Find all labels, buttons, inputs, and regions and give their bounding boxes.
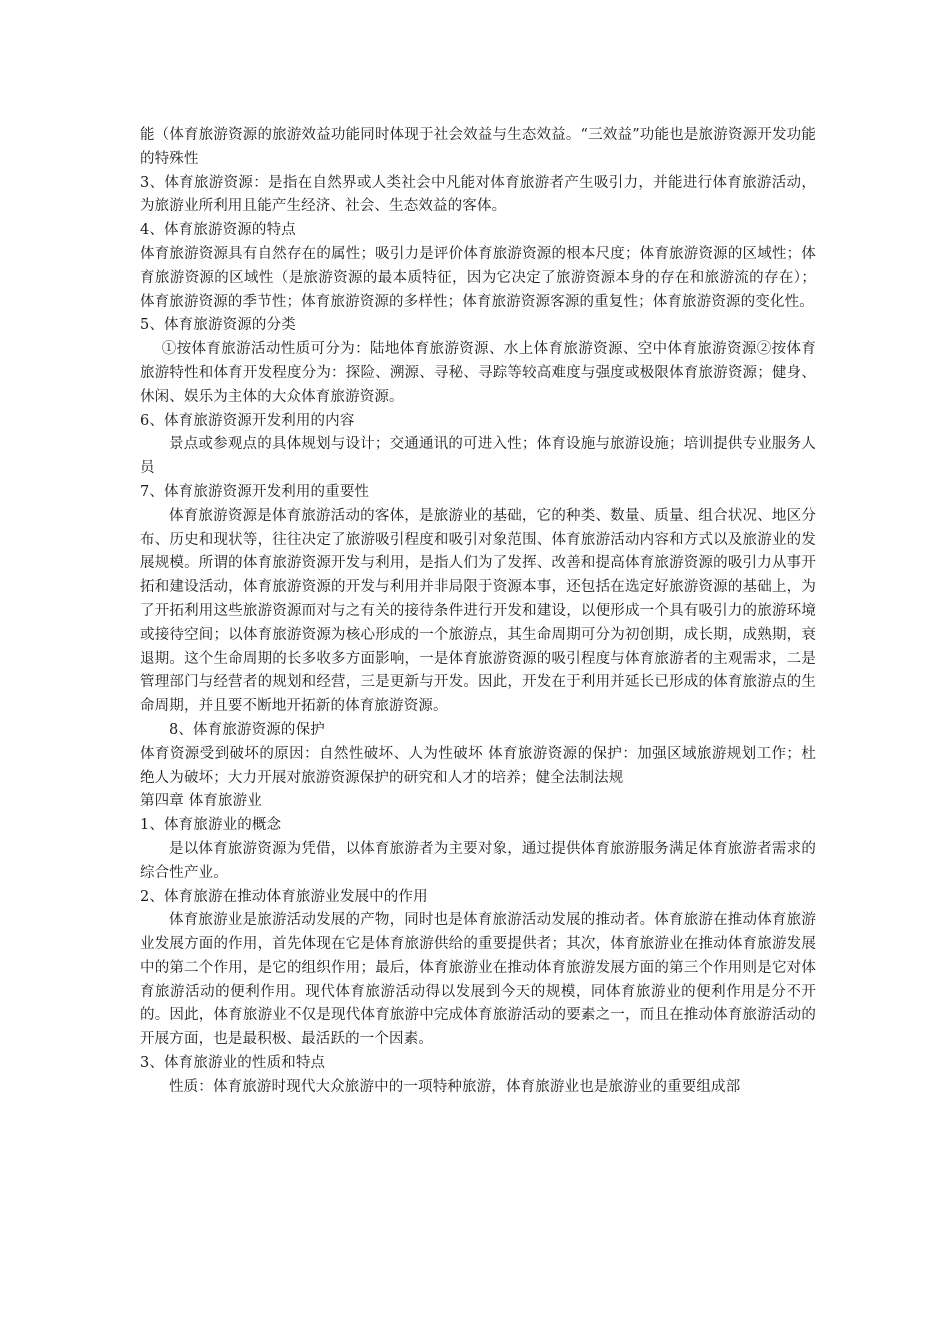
section-heading: 8、体育旅游资源的保护 bbox=[169, 721, 325, 738]
section-heading: 2、体育旅游在推动体育旅游业发展中的作用 bbox=[140, 888, 428, 905]
section-heading: 7、体育旅游资源开发利用的重要性 bbox=[140, 483, 370, 500]
paragraph: 体育旅游资源具有自然存在的属性；吸引力是评价体育旅游资源的根本尺度；体育旅游资源的区域性；体育旅游资源的区域性（是旅游资源的最本质特征，因为它决定了旅游资源本身的存在和旅游流的存在）；体育旅游资源的季节性；体育旅游资源的多样性；体育旅游资源客源的重复性；体育旅游资源的变化性。 bbox=[140, 245, 816, 310]
section-heading: 6、体育旅游资源开发利用的内容 bbox=[140, 412, 355, 429]
paragraph: ①按体育旅游活动性质可分为：陆地体育旅游资源、水上体育旅游资源、空中体育旅游资源②按体育旅游特性和体育开发程度分为：探险、溯源、寻秘、寻踪等较高难度与强度或极限体育旅游资源；健身、休闲、娱乐为主体的大众体育旅游资源。 bbox=[140, 341, 816, 405]
paragraph: 能（体育旅游资源的旅游效益功能同时体现于社会效益与生态效益。“三效益”功能也是旅游资源开发功能的特殊性 bbox=[140, 127, 816, 167]
paragraph: 体育资源受到破坏的原因：自然性破坏、人为性破坏 体育旅游资源的保护：加强区域旅游规划工作；杜绝人为破坏；大力开展对旅游资源保护的研究和人才的培养；健全法制法规 bbox=[140, 745, 816, 786]
paragraph: 体育旅游资源是体育旅游活动的客体，是旅游业的基础，它的种类、数量、质量、组合状况、地区分布、历史和现状等，往往决定了旅游吸引程度和吸引对象范围、体育旅游活动内容和方式以及旅游业的发展规模。所谓的体育旅游资源开发与利用，是指人们为了发挥、改善和提高体育旅游资源的吸引力从事开拓和建设活动，体育旅游资源的开发与利用并非局限于资源本事，还包括在选定好旅游资源的基础上，为了开拓利用这些旅游资源而对与之有关的接待条件进行开发和建设，以便形成一个具有吸引力的旅游环境或接待空间；以体育旅游资源为核心形成的一个旅游点，其生命周期可分为初创期，成长期，成熟期，衰退期。这个生命周期的长多收多方面影响，一是体育旅游资源的吸引程度与体育旅游者的主观需求，二是管理部门与经营者的规划和经营，三是更新与开发。因此，开发在于利用并延长已形成的体育旅游点的生命周期，并且要不断地开拓新的体育旅游资源。 bbox=[140, 507, 816, 715]
section-heading: 5、体育旅游资源的分类 bbox=[140, 317, 296, 334]
chapter-heading: 第四章 体育旅游业 bbox=[140, 793, 262, 810]
document-body bbox=[140, 124, 816, 1100]
section-heading: 3、体育旅游业的性质和特点 bbox=[140, 1055, 326, 1072]
paragraph: 体育旅游业是旅游活动发展的产物，同时也是体育旅游活动发展的推动者。体育旅游在推动体育旅游业发展方面的作用，首先体现在它是体育旅游供给的重要提供者；其次，体育旅游业在推动体育旅游发展中的第二个作用，是它的组织作用；最后，体育旅游业在推动体育旅游发展方面的第三个作用则是它对体育旅游活动的便利作用。现代体育旅游活动得以发展到今天的规模，同体育旅游业的便利作用是分不开的。因此，体育旅游业不仅是现代体育旅游中完成体育旅游活动的要素之一，而且在推动体育旅游活动的开展方面，也是最积极、最活跃的一个因素。 bbox=[140, 912, 816, 1048]
paragraph: 是以体育旅游资源为凭借，以体育旅游者为主要对象，通过提供体育旅游服务满足体育旅游者需求的综合性产业。 bbox=[140, 840, 816, 881]
section-heading: 4、体育旅游资源的特点 bbox=[140, 222, 296, 239]
paragraph: 3、体育旅游资源：是指在自然界或人类社会中凡能对体育旅游者产生吸引力，并能进行体育旅游活动，为旅游业所利用且能产生经济、社会、生态效益的客体。 bbox=[140, 174, 816, 215]
section-heading: 1、体育旅游业的概念 bbox=[140, 817, 282, 834]
paragraph: 景点或参观点的具体规划与设计；交通通讯的可进入性；体育设施与旅游设施；培训提供专业服务人员 bbox=[140, 436, 816, 477]
paragraph: 性质：体育旅游时现代大众旅游中的一项特种旅游，体育旅游业也是旅游业的重要组成部 bbox=[169, 1078, 741, 1095]
